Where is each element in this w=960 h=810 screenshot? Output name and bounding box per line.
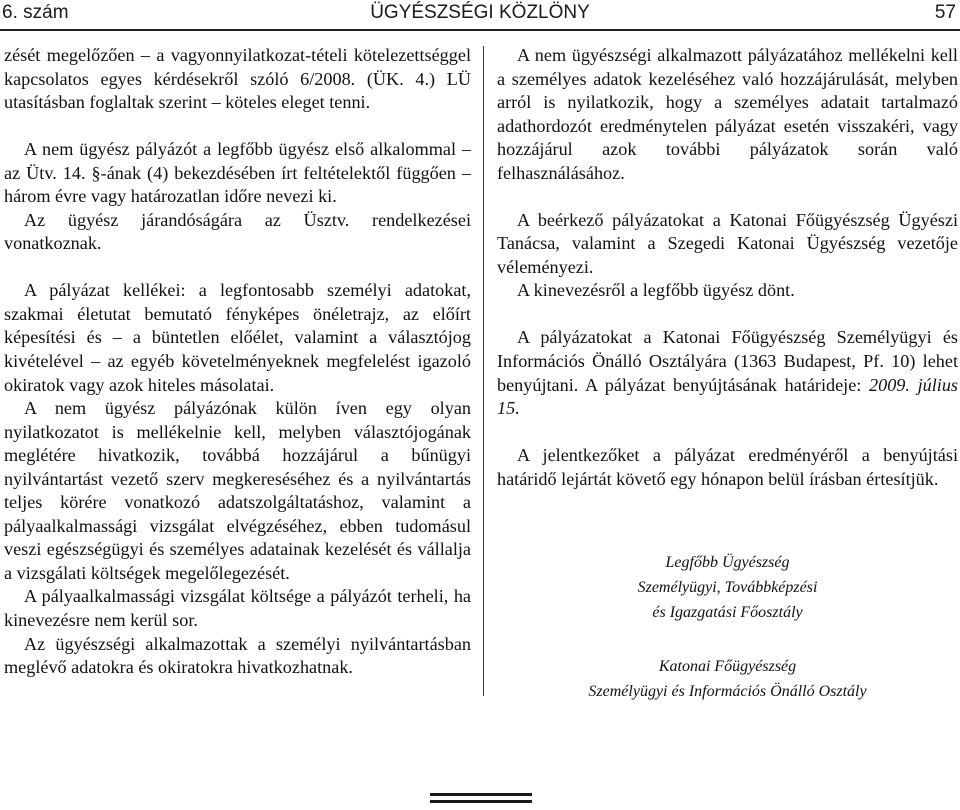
paragraph-declaration: A nem ügyész pályázónak külön íven egy olyan nyilatkozatot is mellékelnie kell, melyben választójogának meglétére hivatkozik, továbbá hozzájárul a bűnügyi nyilvántartást vezető szerv megkereséséhez és a nyilvántartás teljes körére vonatkozó adatszolgáltatáshoz, valamint a pályaalkalmassági vizsgálat elvégzéséhez, ebben tudomásul veszi egészségügyi és személyes adatainak kezelését és vállalja a vizsgálati költségek megelőlegezését. [4,398,471,583]
end-rule-top [430,793,532,796]
signature-block-1 [497,550,958,625]
paragraph-cost: A pályaalkalmassági vizsgálat költsége a pályázót terheli, ha kinevezésre nem kerül sor. [4,586,471,631]
signature-1-line-1: Legfőbb Ügyészség [665,554,790,571]
paragraph-decision: A kinevezésről a legfőbb ügyész dönt. [517,280,795,301]
end-rule-bottom [430,800,532,803]
issue-number: 6. szám [2,2,69,23]
paragraph-notification: A jelentkezőket a pályázat eredményéről a benyújtási határidő lejártát követő egy hónapon belül írásban értesítjük. [497,445,958,489]
signature-1-line-2: Személyügyi, Továbbképzési [637,579,818,596]
section-end-mark [0,793,960,805]
page-header [0,0,960,28]
submission-deadline: 2009. július 15. [497,374,959,419]
header-rule [0,29,960,31]
submission-text: A pályázatokat a Katonai Főügyészség Személyügyi és Információs Önálló Osztályára (1363 Budapest, Pf. 10) lehet benyújtani. A pályázat benyújtásának határideje: [497,327,958,395]
signature-2-line-2: Személyügyi és Információs Önálló Osztály [588,683,867,700]
right-column [497,44,958,491]
paragraph-review: A beérkező pályázatokat a Katonai Főügyészség Ügyészi Tanácsa, valamint a Szegedi Katonai Ügyészség vezetője véleményezi. [497,209,958,277]
paragraph-consent: A nem ügyészségi alkalmazott pályázatához mellékelni kell a személyes adatok kezeléséhez való hozzájárulását, melyben arról is nyilatkozik, hogy a személyes adatait tartalmazó adathordozót eredménytelen pályázat esetén visszakéri, vagy hozzájárul azok további pályázatok során való felhasználásához. [497,45,958,183]
page-number: 57 [934,2,956,23]
paragraph-appointment: A nem ügyész pályázót a legfőbb ügyész első alkalommal – az Ütv. 14. §-ának (4) bekezdésében írt feltételektől függően – három évre vagy határozatlan időre nevezi ki. [4,139,471,207]
paragraph-salary: Az ügyész járandóságára az Üsztv. rendelkezései vonatkoznak. [4,209,471,254]
signature-block-2 [497,654,958,704]
publication-title: ÜGYÉSZSÉGI KÖZLÖNY [370,2,590,23]
left-column [4,44,471,680]
paragraph-employees: Az ügyészségi alkalmazottak a személyi nyilvántartásban meglévő adatokra és okiratokra hivatkozhatnak. [4,633,471,678]
signature-2-line-1: Katonai Főügyészség [658,658,797,675]
paragraph-requirements: A pályázat kellékei: a legfontosabb személyi adatokat, szakmai életutat bemutató fényképes önéletrajz, az előírt képesítési és – a büntetlen előélet, valamint a választójog kivételével – az egyéb követelményeknek megfelelést igazoló okiratok vagy azok hiteles másolatai. [4,280,471,395]
signature-1-line-3: és Igazgatási Főosztály [652,604,803,621]
column-divider [483,46,484,696]
paragraph-continuation: zését megelőzően – a vagyonnyilatkozat-tételi kötelezettséggel kapcsolatos egyes kérdésekről szóló 6/2008. (ÜK. 4.) LÜ utasításban foglaltak szerint – köteles eleget tenni. [4,45,471,113]
paragraph-submission [497,326,958,420]
